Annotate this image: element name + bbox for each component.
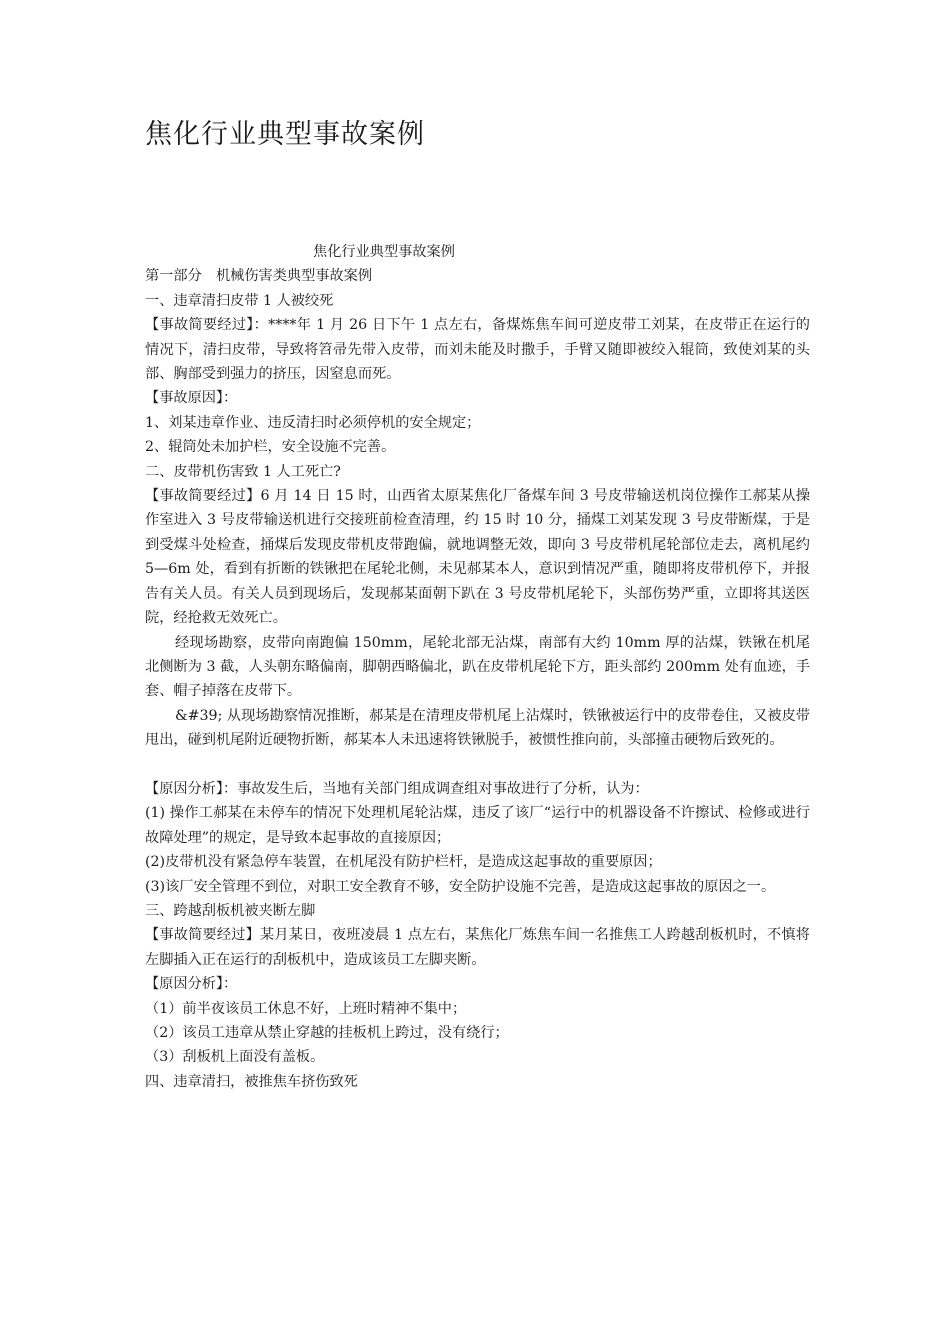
subtitle: 焦化行业典型事故案例 xyxy=(313,244,455,260)
document-title: 焦化行业典型事故案例 xyxy=(145,119,425,150)
case2-summary: 【事故简要经过】6 月 14 日 15 时，山西省太原某焦化厂备煤车间 3 号皮带输送机岗位操作工郝某从操作室进入 3 号皮带输送机进行交接班前检查清理，约 15 时 10 分，捅煤工刘某发现 3 号皮带断煤，于是到受煤斗处检查，捅煤后发现皮带机皮带跑偏，就地调整无效，即向 3 号皮带机尾轮部位走去，离机尾约 5—6m 处，看到有折断的铁锹把在尾轮北侧，未见郝某本人，意识到情况严重，随即将皮带机停下，并报告有关人员。有关人员到现场后，发现郝某面朝下趴在 3 号皮带机尾轮下，头部伤势严重，立即将其送医院，经抢救无效死亡。 xyxy=(145,488,810,627)
case1-heading: 一、违章清扫皮带 1 人被绞死 xyxy=(145,292,334,309)
case3-reason-1: （1）前半夜该员工休息不好，上班时精神不集中； xyxy=(145,1000,467,1017)
case3-heading: 三、跨越刮板机被夹断左脚 xyxy=(145,902,316,919)
case3-reason-3: （3）刮板机上面没有盖板。 xyxy=(145,1049,325,1066)
case2-heading: 二、皮带机伤害致 1 人工死亡? xyxy=(145,463,341,480)
case3-analysis-label: 【原因分析】： xyxy=(145,976,238,993)
case1-summary: 【事故简要经过】：****年 1 月 26 日下午 1 点左右，备煤炼焦车间可逆皮带工刘某，在皮带正在运行的情况下，清扫皮带，导致将笤帚先带入皮带，而刘未能及时撒手，手臂又随即被绞入辊筒，致使刘某的头部、胸部受到强力的挤压，因窒息而死。 xyxy=(145,317,810,383)
case3-reason-2: （2）该员工违章从禁止穿越的挂板机上跨过，没有绕行； xyxy=(145,1024,509,1041)
case2-reason-2: (2)皮带机没有紧急停车装置，在机尾没有防护栏杆，是造成这起事故的重要原因； xyxy=(145,854,662,871)
case3-summary: 【事故简要经过】某月某日，夜班凌晨 1 点左右，某焦化厂炼焦车间一名推焦工人跨越刮板机时，不慎将左脚插入正在运行的刮板机中，造成该员工左脚夹断。 xyxy=(145,927,810,968)
case2-analysis: 【原因分析】：事故发生后，当地有关部门组成调查组对事故进行了分析，认为： xyxy=(145,780,649,797)
case2-survey: 经现场勘察，皮带向南跑偏 150mm，尾轮北部无沾煤，南部有大约 10mm 厚的沾煤，铁锹在机尾北侧断为 3 截，人头朝东略偏南，脚朝西略偏北，趴在皮带机尾轮下方，距头部约 200mm 处有血迹，手套、帽子掉落在皮带下。 xyxy=(145,634,810,700)
case1-cause-1: 1、刘某违章作业、违反清扫时必须停机的安全规定； xyxy=(145,414,481,431)
part-heading: 第一部分 机械伤害类典型事故案例 xyxy=(145,268,373,285)
case2-inference: &#39; 从现场勘察情况推断，郝某是在清理皮带机尾上沾煤时，铁锹被运行中的皮带卷住，又被皮带甩出，碰到机尾附近硬物折断，郝某本人未迅速将铁锹脱手，被惯性推向前，头部撞击硬物后致死的。 xyxy=(145,707,810,749)
case1-cause-2: 2、辊筒处未加护栏，安全设施不完善。 xyxy=(145,439,396,456)
case2-reason-1: (1) 操作工郝某在未停车的情况下处理机尾轮沾煤，违反了该厂“运行中的机器设备不许擦试、检修或进行故障处理”的规定，是导致本起事故的直接原因； xyxy=(145,805,810,846)
blank-line xyxy=(145,753,810,777)
case2-reason-3: (3)该厂安全管理不到位，对职工安全教育不够，安全防护设施不完善，是造成这起事故的原因之一。 xyxy=(145,878,776,895)
case1-cause-label: 【事故原因】： xyxy=(145,390,238,407)
case4-heading: 四、违章清扫，被推焦车挤伤致死 xyxy=(145,1073,358,1090)
document-body xyxy=(145,240,810,1094)
